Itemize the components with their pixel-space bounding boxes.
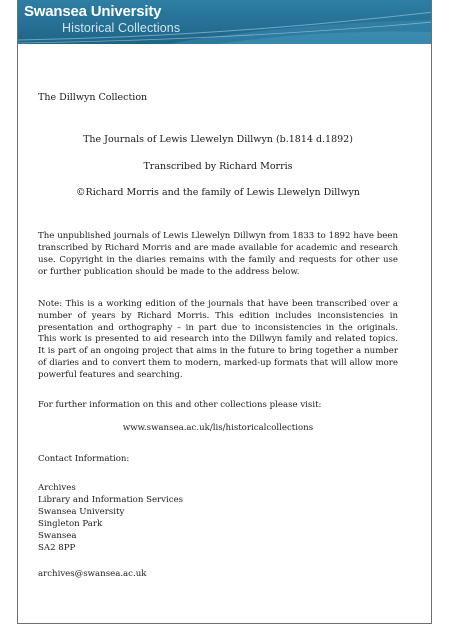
address-line: Swansea University	[38, 507, 125, 518]
collection-name: The Dillwyn Collection	[38, 92, 148, 103]
banner-subtitle: Historical Collections	[62, 21, 181, 35]
contact-email[interactable]: archives@swansea.ac.uk	[38, 568, 147, 579]
document-page	[17, 0, 432, 624]
note-paragraph: Note: This is a working edition of the journals that have been transcribed over a number of years by Richard Morris. This edition includes inconsistencies in presentation and orthography – in part due to inconsistencies in the originals. This work is presented to aid research into the Dillwyn family and related topics. It is part of an ongoing project that aims in the future to bring together a number of diaries and to convert them to modern, marked-up formats that will allow more powerful features and searching.	[38, 298, 398, 380]
copyright-line: ©Richard Morris and the family of Lewis Llewelyn Dillwyn	[76, 187, 360, 199]
header-banner	[18, 0, 431, 44]
postal-address	[38, 483, 398, 554]
address-line: Swansea	[38, 530, 77, 541]
contact-label: Contact Information:	[38, 454, 130, 465]
address-line: Singleton Park	[38, 518, 103, 529]
further-info-text: For further information on this and other collections please visit:	[38, 399, 322, 410]
transcriber-line: Transcribed by Richard Morris	[143, 160, 293, 172]
address-line: Library and Information Services	[38, 495, 184, 506]
usage-paragraph: The unpublished journals of Lewis Llewelyn Dillwyn from 1833 to 1892 have been transcribed by Richard Morris and are made available for academic and research use. Copyright in the diaries remains with the family and requests for other use or further publication should be made to the address below.	[38, 231, 398, 277]
address-line: SA2 8PP	[38, 542, 76, 553]
document-content	[38, 92, 398, 580]
collections-link[interactable]: www.swansea.ac.uk/lis/historicalcollections	[122, 423, 314, 433]
document-title: The Journals of Lewis Llewelyn Dillwyn (b.1814 d.1892)	[83, 134, 353, 146]
address-line: Archives	[38, 483, 76, 494]
banner-title: Swansea University	[24, 3, 162, 20]
